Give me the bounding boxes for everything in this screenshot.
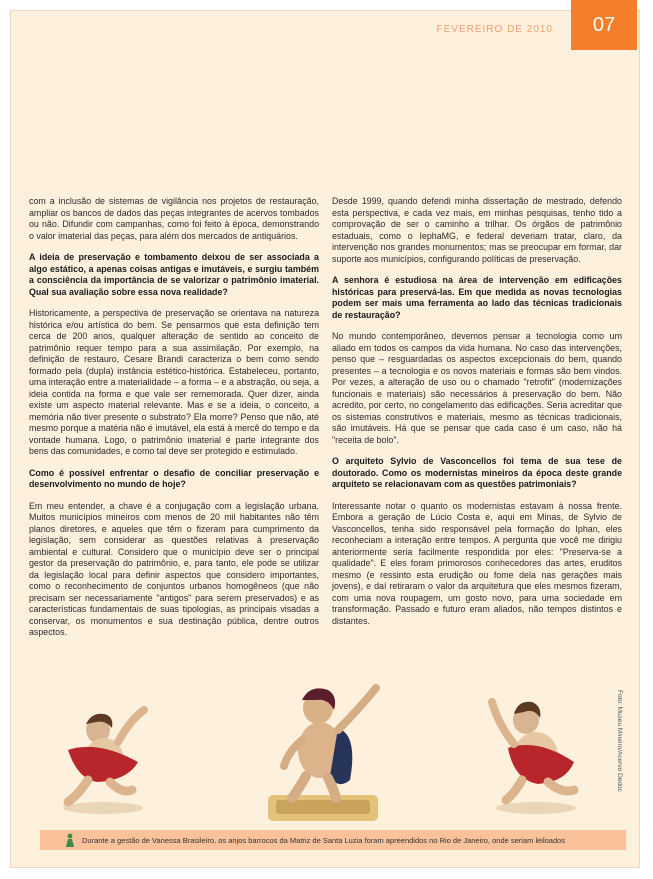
angel-sculpture-center bbox=[258, 680, 388, 825]
photo-caption-bar bbox=[40, 830, 626, 850]
interview-question: A senhora é estudiosa na área de intervenção em edificações históricas para preservá-las. Em que medida as novas tecnologias podem ser mais uma ferramenta ao lado das técnicas tradicionais de restauração? bbox=[332, 275, 622, 320]
right-column bbox=[332, 196, 622, 637]
photo-credit: Foto: Museu Mineiro/Acervo Dedoc bbox=[616, 690, 623, 792]
answer-paragraph: No mundo contemporâneo, devemos pensar a tecnologia como um aliado em todos os campos da vida humana. No caso das intervenções, penso que – resguardadas os aspectos excepcionais do bem, quando presentes – a tecnologia e os novos materiais e formas são bem vindos. Por vezes, a alteração de uso ou o chamado "retrofit" (modernizações funcionais e materiais) são necessários à preservação do bem. Não acredito, por certo, no congelamento das edificações. Seria acreditar que os sistemas construtivos e materiais, mesmo as técnicas tradicionais, são imutáveis. Há que se pensar que cada caso é um caso, não há "receita de bolo". bbox=[332, 331, 622, 445]
left-column bbox=[29, 196, 319, 649]
angel-sculpture-right bbox=[478, 684, 593, 819]
answer-paragraph: Historicamente, a perspectiva de preservação se orientava na natureza histórica e/ou artística do bem. Se pensarmos que esta definição tem cerca de 200 anos, qualquer alteração de sentido ao conceito de patrimônio requer tempo para a sua assimilação. Por exemplo, na definição de restauro, Cesare Brandi caracteriza o bem como sendo formado pela (dupla) instância estético-histórica. Estabeleceu, portanto, uma interação entre a materialidade – a forma – e a abstração, ou seja, a ideia contida na forma e que vale ser rememorada. Quer dizer, ainda existe um aspecto material relevante. Mas e se a ideia, o conceito, a memória não tiver presente o substrato? Ela morre? Penso que não, até mesmo porque a matéria não é imutável, ela está à mercê do tempo e da vontade humana. Logo, o patrimônio imaterial é parte integrante dos bens das comunidades, e como tal deve ser protegido e estimulado. bbox=[29, 308, 319, 456]
answer-paragraph: Em meu entender, a chave é a conjugação com a legislação urbana. Muitos municípios mineiros com menos de 20 mil habitantes não têm planos diretores, e aqueles que têm o fizeram para cumprimento da legislação, sem considerar as questões relativas à preservação ambiental e cultural. Considero que o município deve ser o principal gestor da preservação do patrimônio, e, para tanto, ele pode se utilizar da legislação local para definir aspectos que considero importantes, como o reconhecimento de conjuntos urbanos homogêneos (que não precisam ser necessariamente "antigos" para serem preservados) e as características fundamentais de suas tipologias, as principais visadas a conservar, os monumentos e sua destinação pública, dentre outros aspectos. bbox=[29, 500, 319, 637]
interview-question: Como é possível enfrentar o desafio de conciliar preservação e desenvolvimento no mundo de hoje? bbox=[29, 467, 319, 489]
interview-question: A ideia de preservação e tombamento deixou de ser associada a algo estático, a apenas coisas antigas e imutáveis, e surgiu também a consciência da importância de se valorizar o patrimônio imaterial. Qual sua avaliação sobre essa nova realidade? bbox=[29, 252, 319, 297]
answer-paragraph: Interessante notar o quanto os modernistas estavam à nossa frente. Embora a geração de Lúcio Costa e, aqui em Minas, de Sylvio de Vasconcellos, tenha sido responsável pela formação do Iphan, eles reconheciam a interação entre tempos. A pergunta que você me dirigiu anteriormente seria facilmente respondida por eles: "Preserva-se a qualidade". E eles foram primorosos conhecedores das artes, eruditos mesmo (e ressinto esta erudição ou fome dela nas gerações mais jovens), e daí retiraram o valor da arquitetura que eles mesmos fizeram, com uma nova roupagem, um gosto novo, para uma sociedade em transformação. Passado e futuro eram aliados, não tempos distintos e distantes. bbox=[332, 500, 622, 626]
person-icon bbox=[64, 833, 76, 847]
page-number: 07 bbox=[571, 0, 637, 50]
interview-question: O arquiteto Sylvio de Vasconcellos foi tema de sua tese de doutorado. Como os modernistas mineiros da época deste grande arquiteto se relacionavam com as questões patrimoniais? bbox=[332, 456, 622, 489]
answer-paragraph: Desde 1999, quando defendi minha dissertação de mestrado, defendo esta perspectiva, e cada vez mais, em minhas pesquisas, tenho tido a comprovação de ser o caminho a trilhar. Os órgãos de patrimônio estaduais, como o IephaMG, e federal deveriam tratar, claro, da intervenção nos grandes monumentos; mas se preocupar em formar, dar suporte aos municípios, configurando políticas de preservação. bbox=[332, 196, 622, 264]
issue-date: FEVEREIRO DE 2010 bbox=[436, 24, 553, 35]
angel-sculpture-left bbox=[48, 690, 158, 820]
photo-caption: Durante a gestão de Vanessa Brasileiro, os anjos barrocos da Matriz de Santa Luzia foram apreendidos no Rio de Janeiro, onde seriam leiloados bbox=[82, 835, 566, 845]
answer-paragraph: com a inclusão de sistemas de vigilância nos projetos de restauração, ampliar os bancos de dados das peças integrantes de acervos tombados ou não. Difundir com campanhas, como foi feito à época, demonstrando o valor imaterial das peças, para além dos mercados de antiquários. bbox=[29, 196, 319, 241]
